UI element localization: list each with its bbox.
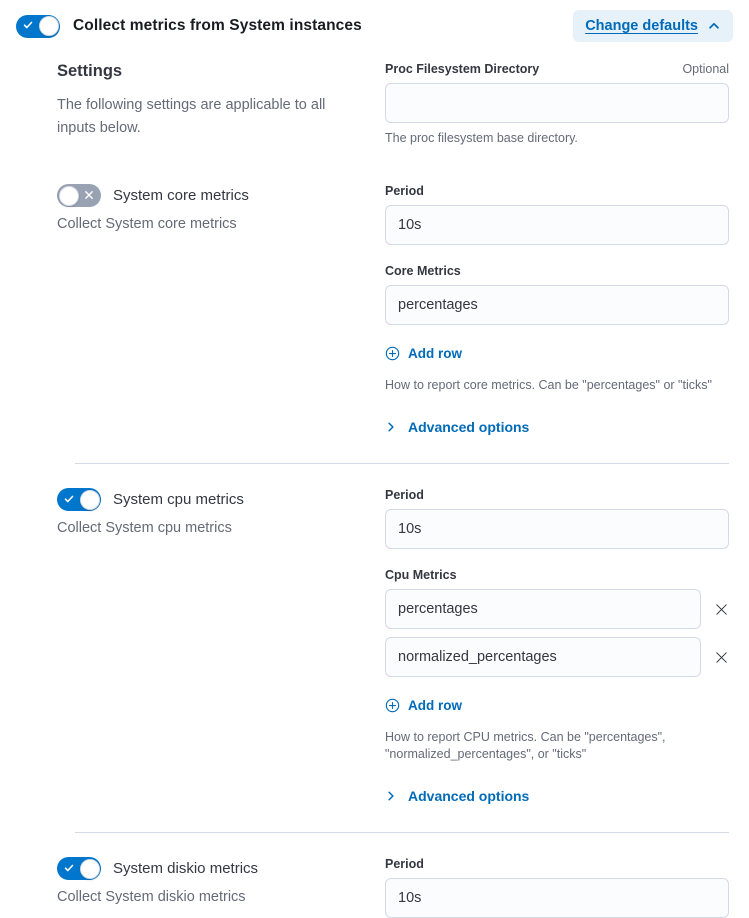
change-defaults-button[interactable] (573, 10, 733, 42)
cpu-metrics-toggle[interactable] (57, 488, 101, 511)
core-metrics-help: How to report core metrics. Can be "percentages" or "ticks" (385, 378, 712, 392)
cpu-period-label: Period (385, 488, 424, 502)
close-icon (714, 602, 729, 617)
proc-filesystem-input[interactable] (385, 83, 729, 123)
x-icon (84, 190, 94, 200)
toggle-knob (39, 16, 59, 36)
cpu-metrics-label: Cpu Metrics (385, 568, 457, 582)
core-metrics-field (385, 264, 729, 325)
page-title: Collect metrics from System instances (73, 17, 362, 34)
check-icon (23, 20, 33, 30)
remove-row-button[interactable] (714, 650, 729, 665)
header (0, 0, 749, 42)
diskio-metrics-description: Collect System diskio metrics (57, 889, 246, 905)
cpu-metrics-title: System cpu metrics (113, 491, 244, 508)
check-icon (64, 863, 74, 873)
core-period-label: Period (385, 184, 424, 198)
cpu-add-row-button[interactable] (385, 698, 462, 713)
core-advanced-options-button[interactable] (385, 419, 529, 435)
add-row-label: Add row (408, 698, 462, 713)
core-add-row-button[interactable] (385, 346, 462, 361)
cpu-metrics-field (385, 568, 729, 677)
cpu-period-field (385, 488, 729, 549)
proc-filesystem-field (385, 62, 729, 147)
diskio-metrics-section (57, 857, 729, 918)
optional-badge: Optional (682, 62, 729, 76)
settings-section (57, 62, 729, 147)
cpu-metrics-help: How to report CPU metrics. Can be "percentages", "normalized_percentages", or "ticks" (385, 730, 666, 761)
proc-filesystem-label: Proc Filesystem Directory (385, 62, 540, 76)
cpu-metric-input-2[interactable] (385, 637, 701, 677)
cpu-metrics-description: Collect System cpu metrics (57, 520, 232, 536)
proc-filesystem-help: The proc filesystem base directory. (385, 131, 578, 145)
advanced-options-label: Advanced options (408, 788, 530, 804)
core-period-field (385, 184, 729, 245)
toggle-knob (80, 490, 100, 510)
cpu-metric-input-1[interactable] (385, 589, 701, 629)
settings-description: The following settings are applicable to all inputs below. (57, 97, 326, 136)
core-metrics-description: Collect System core metrics (57, 216, 237, 232)
chevron-right-icon (385, 790, 397, 802)
core-metrics-section (57, 184, 729, 438)
add-row-label: Add row (408, 346, 462, 361)
advanced-options-label: Advanced options (408, 419, 530, 435)
diskio-metrics-title: System diskio metrics (113, 860, 259, 877)
section-divider (75, 832, 729, 833)
chevron-up-icon (707, 19, 721, 33)
cpu-metric-row (385, 637, 729, 677)
diskio-metrics-toggle[interactable] (57, 857, 101, 880)
core-metrics-toggle[interactable] (57, 184, 101, 207)
settings-heading: Settings (57, 62, 123, 80)
chevron-right-icon (385, 421, 397, 433)
diskio-period-label: Period (385, 857, 424, 871)
core-metrics-label: Core Metrics (385, 264, 461, 278)
collect-metrics-toggle[interactable] (16, 15, 60, 38)
cpu-period-input[interactable] (385, 509, 729, 549)
core-metric-row (385, 285, 729, 325)
change-defaults-link[interactable]: Change defaults (585, 18, 698, 34)
section-divider (75, 463, 729, 464)
core-period-input[interactable] (385, 205, 729, 245)
cpu-advanced-options-button[interactable] (385, 788, 529, 804)
toggle-knob (80, 859, 100, 879)
toggle-knob (59, 186, 79, 206)
plus-in-circle-icon (385, 698, 400, 713)
cpu-metrics-section (57, 488, 729, 807)
check-icon (64, 494, 74, 504)
core-metrics-title: System core metrics (113, 187, 249, 204)
plus-in-circle-icon (385, 346, 400, 361)
remove-row-button[interactable] (714, 602, 729, 617)
close-icon (714, 650, 729, 665)
diskio-period-field (385, 857, 729, 918)
cpu-metric-row (385, 589, 729, 629)
core-metric-input[interactable] (385, 285, 729, 325)
diskio-period-input[interactable] (385, 878, 729, 918)
